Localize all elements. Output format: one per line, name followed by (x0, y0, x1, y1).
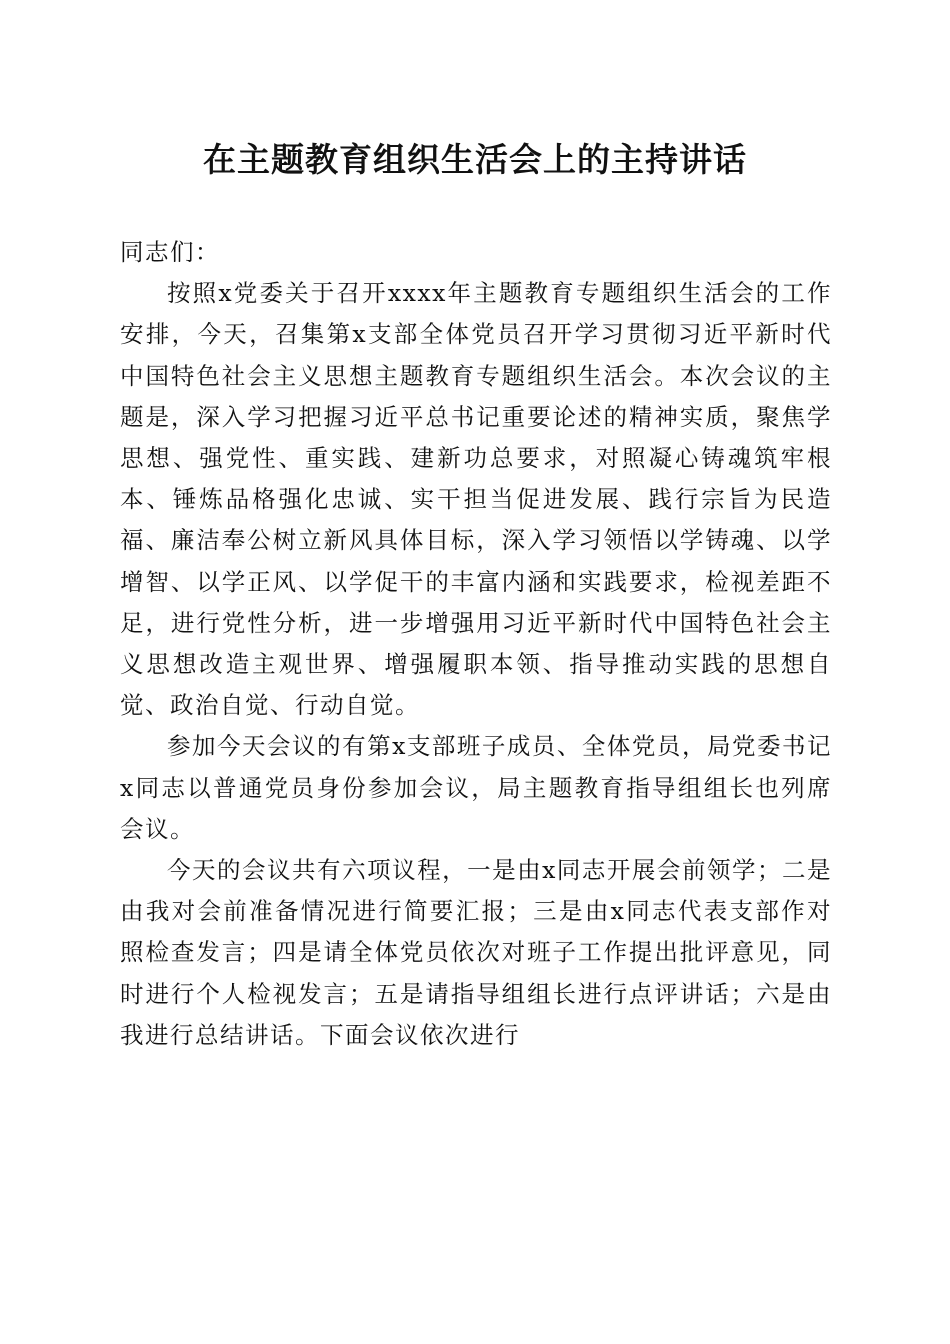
document-body (120, 232, 832, 1056)
paragraph-attendees: 参加今天会议的有第x支部班子成员、全体党员，局党委书记x同志以普通党员身份参加会议，局主题教育指导组组长也列席会议。 (120, 732, 832, 843)
paragraph-agenda-items: 今天的会议共有六项议程，一是由x同志开展会前领学；二是由我对会前准备情况进行简要汇报；三是由x同志代表支部作对照检查发言；四是请全体党员依次对班子工作提出批评意见，同时进行个人检视发言；五是请指导组组长进行点评讲话；六是由我进行总结讲话。下面会议依次进行 (120, 856, 832, 1049)
paragraph-agenda-intro: 按照x党委关于召开xxxx年主题教育专题组织生活会的工作安排，今天，召集第x支部全体党员召开学习贯彻习近平新时代中国特色社会主义思想主题教育专题组织生活会。本次会议的主题是，深入学习把握习近平总书记重要论述的精神实质，聚焦学思想、强党性、重实践、建新功总要求，对照凝心铸魂筑牢根本、锤炼品格强化忠诚、实干担当促进发展、践行宗旨为民造福、廉洁奉公树立新风具体目标，深入学习领悟以学铸魂、以学增智、以学正风、以学促干的丰富内涵和实践要求，检视差距不足，进行党性分析，进一步增强用习近平新时代中国特色社会主义思想改造主观世界、增强履职本领、指导推动实践的思想自觉、政治自觉、行动自觉。 (120, 279, 832, 720)
document-title: 在主题教育组织生活会上的主持讲话 (203, 140, 747, 179)
salutation: 同志们： (120, 238, 220, 266)
